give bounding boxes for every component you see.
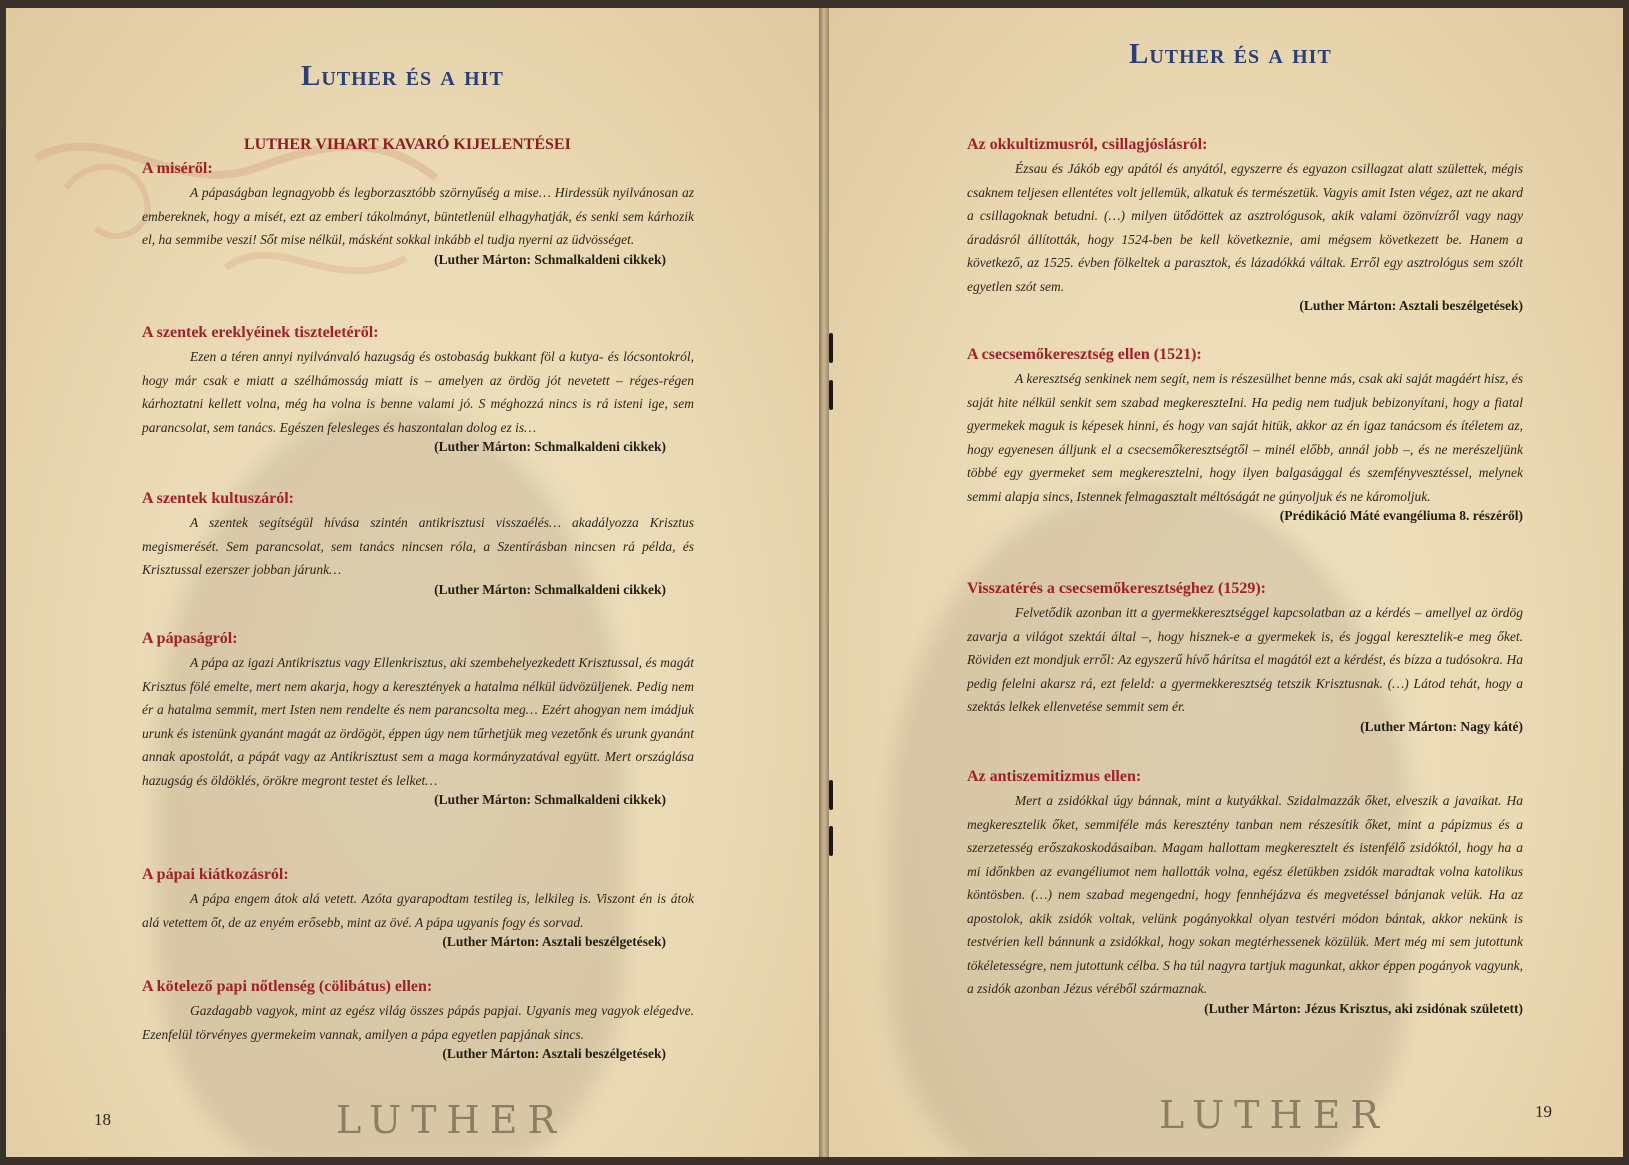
page-number-right: 19: [1535, 1102, 1552, 1121]
entry-visszateres: [967, 580, 1523, 738]
entry-title: A pápaságról:: [142, 630, 238, 647]
entry-title: A szentek kultuszáról:: [142, 490, 294, 507]
entry-text: A pápa engem átok alá vetett. Azóta gyarapodtam testileg is, lelkileg is. Viszont én is átok alá vetettem őt, de az enyém erősebb, mint az övé. A pápa ugyanis fogy és sorvad.: [142, 891, 694, 930]
entry-text: A pápaságban legnagyobb és legborzasztóbb szörnyűség a mise… Hirdessük nyilvánosan az embereknek, hogy a misét, ezt az emberi tákolmányt, büntetlenül elhagyhatják, és senki sem kárhozik el, ha semmibe veszi! Sőt mise nélkül, másként sokkal inkább el tudja nyerni az üdvösséget.: [142, 185, 694, 247]
page-header-left: Luther és a hit: [301, 60, 504, 92]
entry-source: (Luther Márton: Schmalkaldeni cikkek): [434, 251, 666, 267]
entry-celibatus: [142, 978, 694, 1066]
entry-title: A miséről:: [142, 160, 213, 177]
entry-source: (Luther Márton: Nagy káté): [1360, 718, 1523, 734]
entry-papasag: [142, 630, 694, 812]
entry-title: A csecsemőkeresztség ellen (1521):: [967, 346, 1202, 363]
entry-text: A pápa az igazi Antikrisztus vagy Ellenkrisztus, aki szembehelyezkedett Krisztussal, és magát Krisztus fölé emelte, mert nem akarja, hogy a keresztények a hatalma nélkül üdvözüljenek. Pedig nem ér a hatalma semmit, mert Isten nem rendelte és nem parancsolta meg… Ezért ahogyan nem imádjuk urunk és istenünk gyanánt magát az ördögöt, éppen úgy nem tűrhetjük meg vezetőnk és urunk gyanánt annak apostolát, a pápát vagy az Antikrisztust sem a maga kormányzatával együtt. Mert országlása hazugság és öldöklés, örökre megront testet és lelket…: [142, 655, 694, 788]
entry-szentek-kultusz: [142, 490, 694, 601]
entry-source: (Luther Márton: Asztali beszélgetések): [442, 934, 666, 949]
entry-title: A pápai kiátkozásról:: [142, 866, 289, 883]
entry-source: (Prédikáció Máté evangéliuma 8. részéről): [1279, 508, 1523, 523]
entry-source: (Luther Márton: Asztali beszélgetések): [1299, 298, 1523, 313]
gutter-clip: [829, 780, 833, 810]
entry-text: A szentek segítségül hívása szintén antikrisztusi visszaélés… akadályozza Krisztus megismerését. Sem parancsolat, sem tanács nincsen róla, a Szentírásban nincsen rá példa, és Krisztussal ezerszer jobban járunk…: [142, 515, 694, 577]
page-number-left: 18: [94, 1110, 111, 1129]
gutter-clip: [829, 826, 833, 856]
entry-title: A szentek ereklyéinek tiszteletéről:: [142, 324, 379, 341]
entry-text: Ezen a téren annyi nyilvánvaló hazugság és ostobaság bukkant föl a kutya- és lócsontokról, hogy már csak e miatt a szélhámosság miatt is – amelyen az ördög jót nevetett – réges-régen kárhoztatni kellett volna, még ha volna is benne valami jó. S méghozzá nincs is rá isteni ige, sem parancsolat, sem tanács. Egészen felesleges és haszontalan dolog ez is…: [142, 349, 694, 435]
entry-csecsemokeresztseg-ellen: [967, 346, 1523, 528]
entry-source: (Luther Márton: Schmalkaldeni cikkek): [434, 792, 666, 807]
entry-text: Felvetődik azonban itt a gyermekkeresztséggel kapcsolatban az a kérdés – amellyel az ördög zavarja a világot szektái által –, hogy hisznek-e a gyermekek is, és joggal keresztelik-e meg őket. Röviden ezt mondjuk erről: Az egyszerű hívő hárítsa el magától ezt a kérdést, és bízza a tudósokra. Ha pedig felelni akarsz rá, ezt feleld: a gyermekkeresztség tetszik Krisztusnak. (…) Látod tehát, hogy a szektás lelkek ellenvetése semmit sem ér.: [967, 605, 1523, 714]
entry-source: (Luther Márton: Schmalkaldeni cikkek): [434, 439, 666, 454]
brand-logo-left: LUTHER: [336, 1098, 567, 1142]
gutter-clip: [829, 333, 833, 363]
entry-ereklye: [142, 324, 694, 459]
left-page: [6, 8, 825, 1157]
entry-text: Ézsau és Jákób egy apától és anyától, egyszerre és egyazon csillagzat alatt születtek, mégis csaknem teljesen ellentétes volt jellemük, alkatuk és természetük. Vagyis amit Isten végez, azt ne akard a csillagoknak betudni. (…) milyen ütődöttek az asztrológusok, akik valami özönvízről vagy nagy áradásról állították, hogy 1524-ben be kell következnie, ami mégsem következett be. Hanem a következő, az 1525. évben fölkeltek a parasztok, és lázadókká váltak. Erről egy asztrológus sem szólt egyetlen szót sem.: [967, 161, 1523, 294]
entry-source: (Luther Márton: Asztali beszélgetések): [442, 1046, 666, 1061]
section-subhead: LUTHER VIHART KAVARÓ KIJELENTÉSEI: [244, 136, 571, 153]
brand-logo-right: LUTHER: [1159, 1093, 1390, 1137]
entry-title: A kötelező papi nőtlenség (cölibátus) ellen:: [142, 978, 433, 995]
page-header-right: Luther és a hit: [1129, 38, 1332, 70]
entry-kiatkozas: [142, 866, 694, 954]
entry-title: Az okkultizmusról, csillagjóslásról:: [967, 136, 1208, 153]
entry-okkultizmus: [967, 136, 1523, 318]
entry-mise: [142, 160, 694, 271]
entry-title: Az antiszemitizmus ellen:: [967, 768, 1142, 785]
entry-source: (Luther Márton: Schmalkaldeni cikkek): [434, 581, 666, 597]
entry-title: Visszatérés a csecsemőkeresztséghez (1529):: [967, 580, 1266, 597]
entry-antiszemitizmus: [967, 768, 1523, 1020]
entry-source: (Luther Márton: Jézus Krisztus, aki zsidónak született): [1204, 1000, 1523, 1016]
right-page: [829, 8, 1623, 1157]
gutter-clip: [829, 380, 833, 410]
entry-text: Mert a zsidókkal úgy bánnak, mint a kutyákkal. Szidalmazzák őket, elveszik a javaikat. Ha megkeresztelik őket, semmiféle más keresztény tanban nem részesítik őket, mint a pápizmus és a szerzetesség erőszakoskodásaiban. Magam hallottam megkeresztelt és istenfélő zsidóktól, hogy ha a mi időnkben az evangéliumot nem hallották volna, egész életükben zsidók maradtak volna katolikus köntösben. (…) nem szabad megengedni, hogy fennhéjázva és megvetéssel bánjanak velük. Ha az apostolok, akik zsidók voltak, velünk pogányokkal olyan testvéri módon bántak, akkor nekünk is testvérien kell bánnunk a zsidókkal, hogy sokan megtérhessenek közülük. Mert még mi sem jutottunk tökéletességre, nem jutottunk célba. S ha túl nagyra tartjuk magunkat, akkor éppen pogányok vagyunk, a zsidók azonban Jézus véréből származnak.: [967, 793, 1523, 996]
entry-text: Gazdagabb vagyok, mint az egész világ összes pápás papjai. Ugyanis meg vagyok elégedve. Ezenfelül törvényes gyermekeim vannak, amilyen a pápa egyetlen papjának sincs.: [142, 1003, 694, 1042]
entry-text: A keresztség senkinek nem segít, nem is részesülhet benne más, csak aki saját magáért hisz, és saját hite nélkül senkit sem szabad megkereszteIni. Ha pedig nem tudjuk bebizonyítani, hogy a fiatal gyermekek maguk is képesek hinni, és hogy van saját hitük, akkor az én igaz tanácsom és ítéletem az, hogy egyenesen álljunk el a csecsemőkeresztségtől – minél előbb, annál jobb –, és ne merészeljünk többé egy gyermeket sem megkeresztelni, hogy ilyen balgasággal és szemfényvesztéssel, melynek semmi alapja sincs, Istennek felmagasztalt méltóságát ne gúnyoljuk és ne káromoljuk.: [967, 371, 1523, 504]
